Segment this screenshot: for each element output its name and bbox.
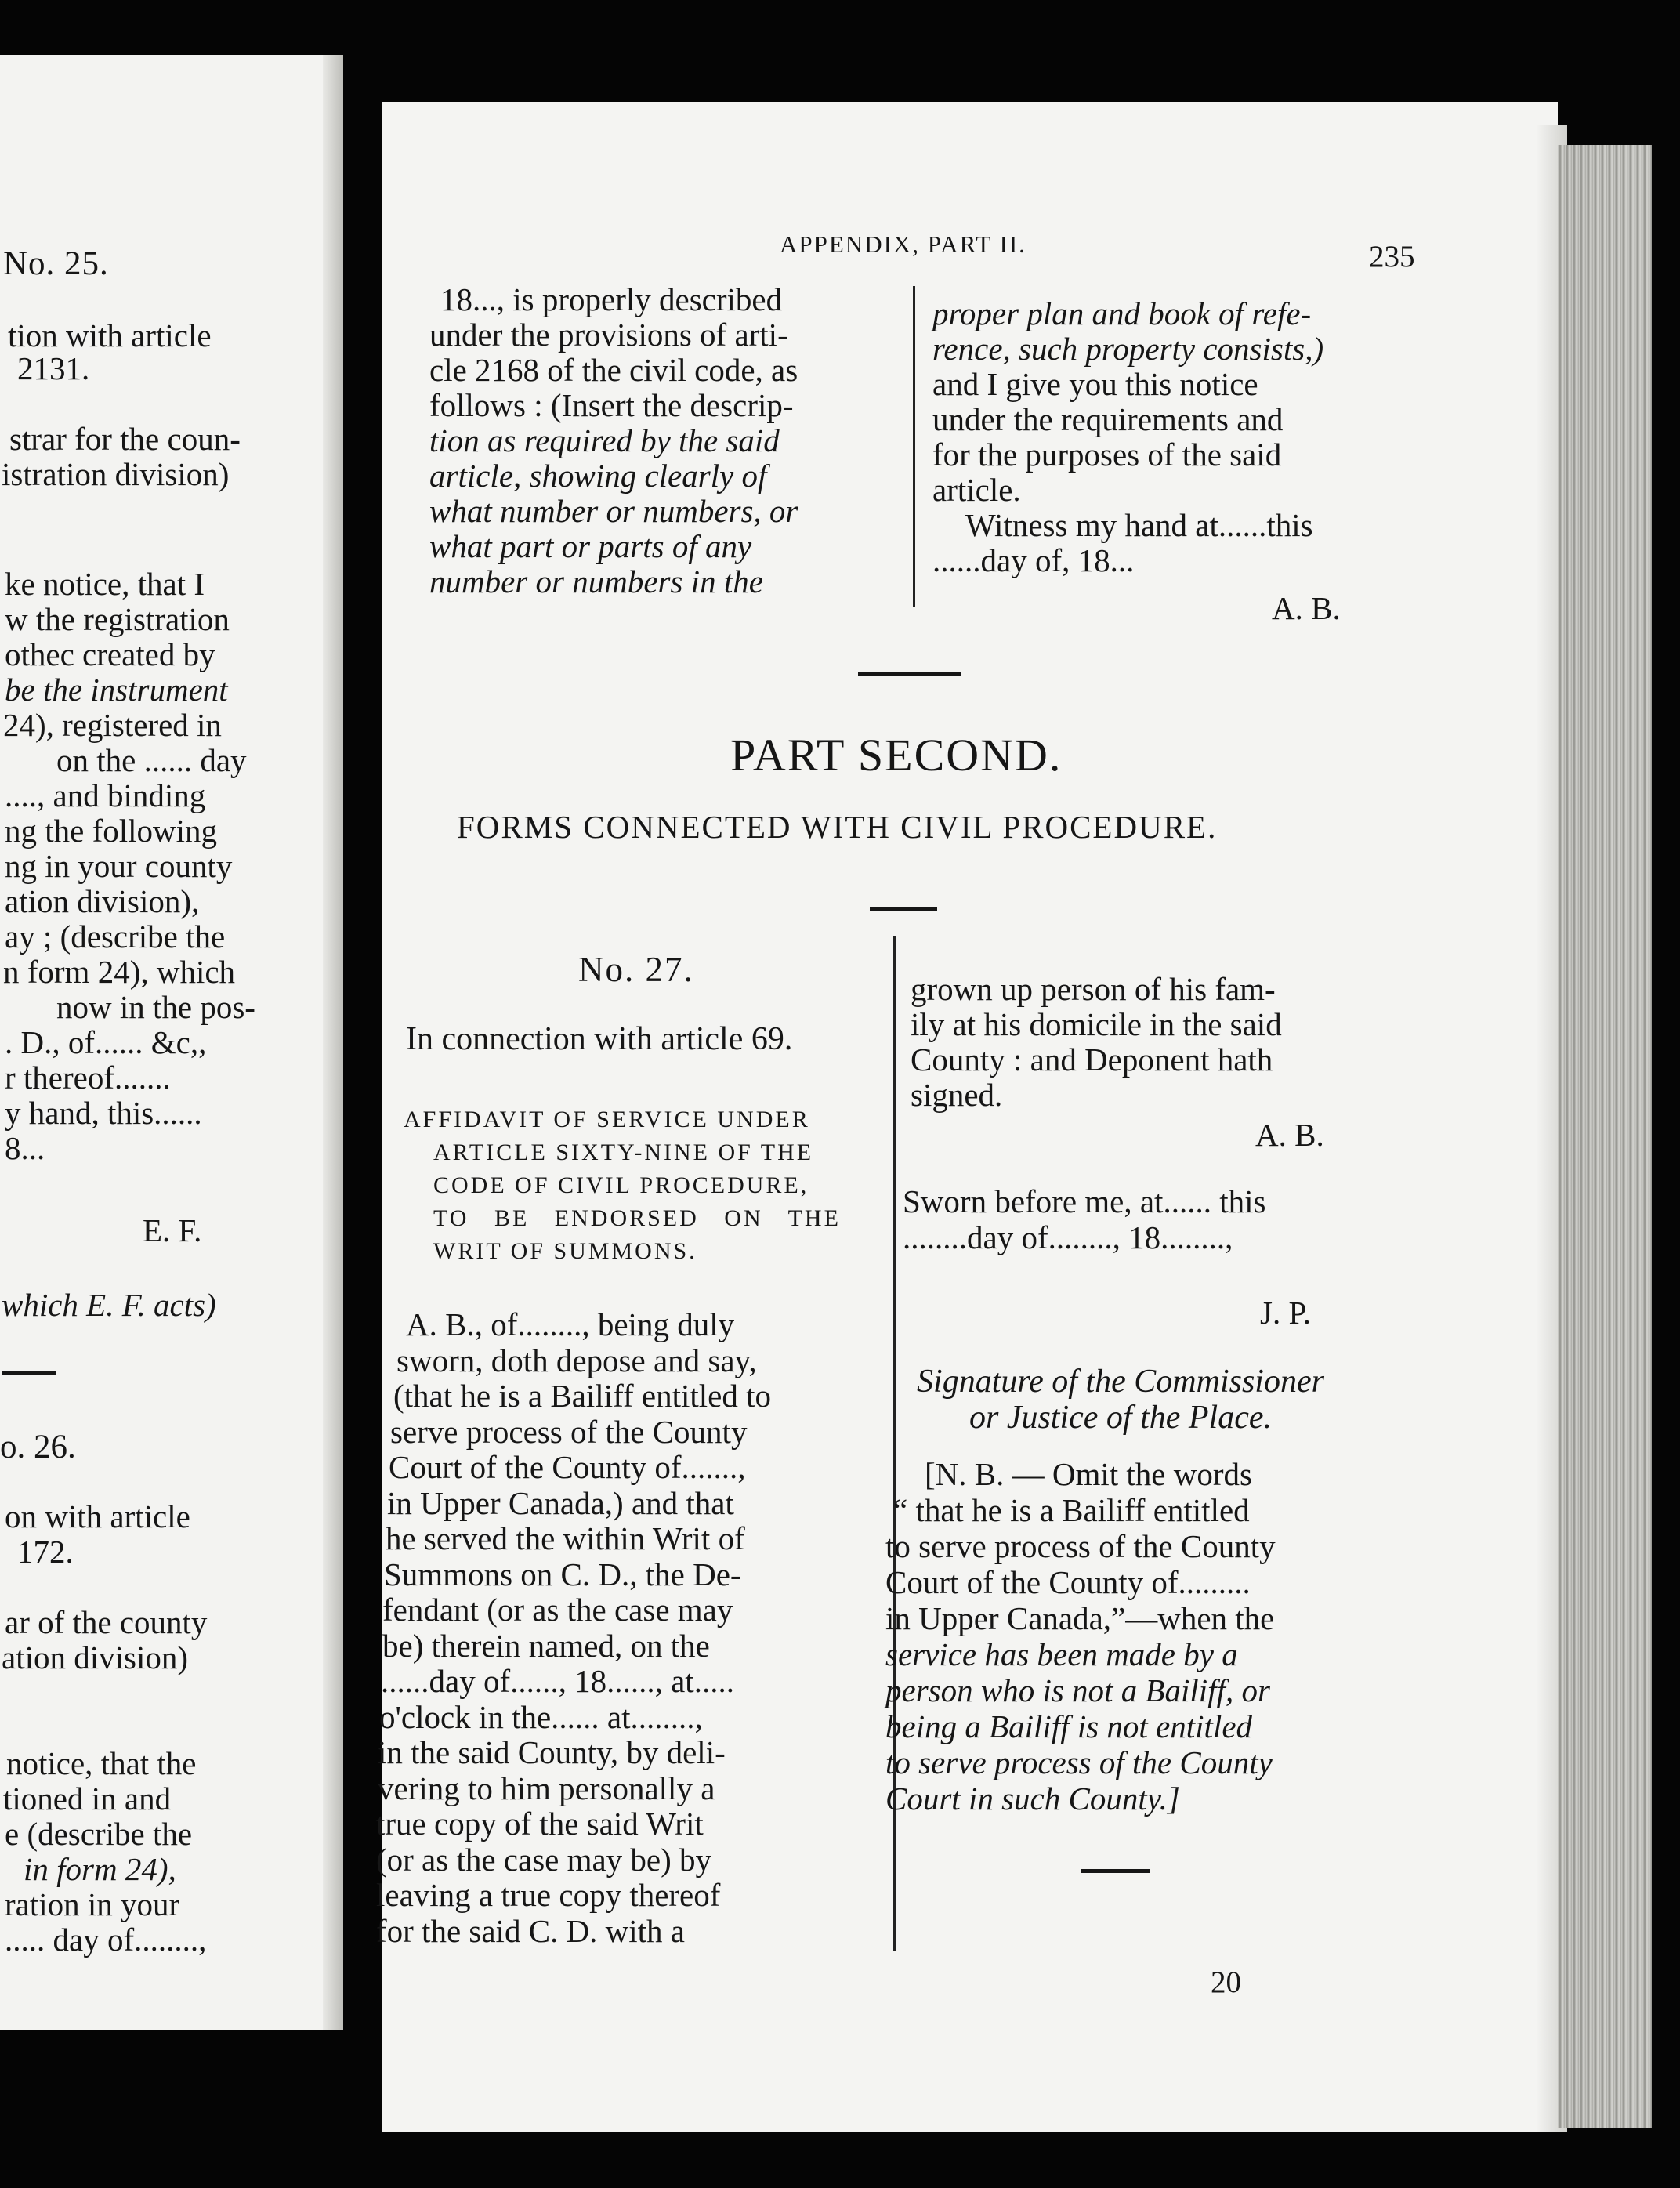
text-line: vering to him personally a (378, 1770, 715, 1806)
text-line: ......day of......, 18......, at..... (381, 1663, 734, 1699)
affidavit-body (376, 1307, 771, 1949)
left-line: on the ...... day (56, 742, 247, 778)
left-line: 8... (5, 1130, 45, 1166)
left-line: on with article (5, 1498, 190, 1534)
text-line: cle 2168 of the civil code, as (429, 352, 798, 388)
text-line: in the said County, by deli- (378, 1734, 726, 1770)
text-line: o'clock in the...... at........, (379, 1698, 703, 1735)
heading-line: AFFIDAVIT OF SERVICE UNDER (404, 1107, 810, 1132)
text-line: rence, such property consists,) (932, 331, 1324, 367)
left-line: n form 24), which (3, 954, 236, 990)
text-line: to serve process of the County (885, 1744, 1273, 1780)
left-line: istration division) (2, 456, 230, 492)
left-line: be the instrument (5, 672, 228, 708)
left-line: now in the pos- (56, 989, 255, 1025)
text-line: grown up person of his fam- (911, 971, 1276, 1007)
text-line: he served the within Writ of (386, 1520, 745, 1556)
left-page-gutter-shadow (323, 55, 343, 2030)
section-rule (870, 907, 937, 911)
text-line: ......day of, 18... (932, 542, 1135, 578)
left-line: r thereof....... (5, 1060, 171, 1096)
left-line: which E. F. acts) (2, 1287, 216, 1323)
affidavit-heading (404, 1103, 841, 1268)
text-line: under the provisions of arti- (429, 317, 788, 353)
text-line: Court of the County of......... (885, 1564, 1251, 1600)
text-line: true copy of the said Writ (376, 1806, 704, 1842)
form-number: No. 27. (578, 950, 694, 989)
caption-line: or Justice of the Place. (969, 1400, 1273, 1436)
heading-line: CODE OF CIVIL PROCEDURE, (433, 1172, 809, 1198)
text-line: and I give you this notice (932, 366, 1258, 402)
left-line: ation division) (2, 1639, 189, 1675)
text-line: article, showing clearly of (429, 458, 767, 494)
left-section-rule (2, 1371, 56, 1375)
left-line: ..... day of........, (5, 1922, 207, 1958)
left-line: . D., of...... &c,, (5, 1024, 207, 1060)
text-line: “ that he is a Bailiff entitled (893, 1492, 1250, 1528)
left-line: in form 24), (24, 1851, 176, 1887)
text-line: proper plan and book of refe- (932, 295, 1312, 331)
heading-line: TO BE ENDORSED ON THE (433, 1205, 841, 1231)
text-line: person who is not a Bailiff, or (885, 1672, 1270, 1708)
text-line: sworn, doth depose and say, (396, 1342, 757, 1378)
text-line: serve process of the County (390, 1413, 748, 1450)
text-line: follows : (Insert the descrip- (429, 387, 794, 423)
heading-line: ARTICLE SIXTY-NINE OF THE (433, 1139, 814, 1165)
left-line: y hand, this...... (5, 1095, 202, 1131)
left-line: w the registration (5, 601, 230, 637)
text-line: County : and Deponent hath (911, 1041, 1273, 1078)
left-line: ar of the county (5, 1604, 208, 1640)
text-line: Summons on C. D., the De- (384, 1556, 741, 1592)
left-line: ay ; (describe the (5, 918, 226, 955)
text-line: tion as required by the said (429, 422, 780, 458)
sheet-number: 20 (1211, 1965, 1241, 1999)
left-line: No. 25. (3, 245, 109, 282)
text-line: (or as the case may be) by (376, 1841, 712, 1878)
text-line: Witness my hand at......this (965, 507, 1313, 543)
text-line: in Upper Canada,) and that (387, 1484, 734, 1521)
left-line: ng the following (5, 813, 218, 849)
left-line: ng in your county (5, 848, 233, 884)
left-line: tion with article (8, 317, 212, 353)
left-page (0, 55, 343, 2030)
text-line: ily at his domicile in the said (911, 1006, 1282, 1042)
text-line: be) therein named, on the (382, 1627, 710, 1664)
column-rule (913, 286, 915, 607)
heading-line: WRIT OF SUMMONS. (433, 1238, 697, 1264)
text-line: in Upper Canada,”—when the (885, 1600, 1275, 1636)
left-line: strar for the coun- (9, 421, 241, 457)
text-line: leaving a true copy thereof (376, 1877, 721, 1913)
text-line: fendant (or as the case may (382, 1592, 733, 1628)
text-line: [N. B. — Omit the words (925, 1456, 1252, 1492)
section-rule (858, 672, 961, 676)
left-line: ...., and binding (5, 777, 206, 813)
text-line: signed. (911, 1077, 1003, 1113)
part-subtitle: FORMS CONNECTED WITH CIVIL PROCEDURE. (457, 809, 1218, 845)
text-line: A. B., of........, being duly (406, 1306, 735, 1342)
text-line: Court in such County.] (885, 1780, 1180, 1817)
caption-line: Signature of the Commissioner (917, 1364, 1324, 1400)
text-line: being a Bailiff is not entitled (885, 1708, 1253, 1744)
text-line: (that he is a Bailiff entitled to (393, 1378, 772, 1414)
form-article: In connection with article 69. (406, 1021, 793, 1057)
signature-ab: A. B. (1272, 590, 1341, 626)
text-line: for the purposes of the said (932, 437, 1282, 473)
text-line: Court of the County of......., (389, 1449, 746, 1485)
text-line: article. (932, 472, 1021, 508)
sworn-block (903, 1183, 1265, 1255)
commissioner-caption (893, 1364, 1348, 1436)
left-line: notice, that the (6, 1745, 197, 1781)
text-line: service has been made by a (885, 1636, 1238, 1672)
jp-signature: J. P. (1260, 1295, 1311, 1331)
left-line: othec created by (5, 636, 215, 672)
text-line: Sworn before me, at...... this (903, 1183, 1266, 1219)
text-line: what number or numbers, or (429, 493, 798, 529)
running-head: APPENDIX, PART II. (780, 230, 1026, 258)
text-line: to serve process of the County (885, 1528, 1276, 1564)
left-line: E. F. (143, 1212, 202, 1248)
left-line: ke notice, that I (5, 566, 205, 602)
text-line: what part or parts of any (429, 528, 752, 564)
left-line: 24), registered in (3, 707, 222, 743)
text-line: for the said C. D. with a (376, 1912, 685, 1949)
page-number: 235 (1369, 240, 1415, 274)
page-edges (1558, 145, 1652, 2128)
left-line: o. 26. (0, 1429, 76, 1465)
part-title: PART SECOND. (730, 730, 1063, 781)
top-right-column (932, 296, 1323, 578)
left-line: ation division), (5, 883, 200, 919)
text-line: 18..., is properly described (440, 281, 783, 317)
section-rule (1081, 1869, 1150, 1873)
text-line: under the requirements and (932, 401, 1284, 437)
top-left-column (429, 282, 798, 600)
deponent-signature: A. B. (1255, 1117, 1324, 1153)
left-line: 172. (17, 1534, 74, 1570)
text-line: ........day of........, 18........, (903, 1219, 1233, 1255)
affidavit-continuation (911, 972, 1282, 1113)
text-line: number or numbers in the (429, 563, 763, 600)
left-line: tioned in and (3, 1780, 172, 1817)
left-line: ration in your (5, 1886, 180, 1922)
left-line: e (describe the (5, 1816, 193, 1852)
left-line: 2131. (17, 350, 90, 386)
note-block (885, 1456, 1276, 1817)
